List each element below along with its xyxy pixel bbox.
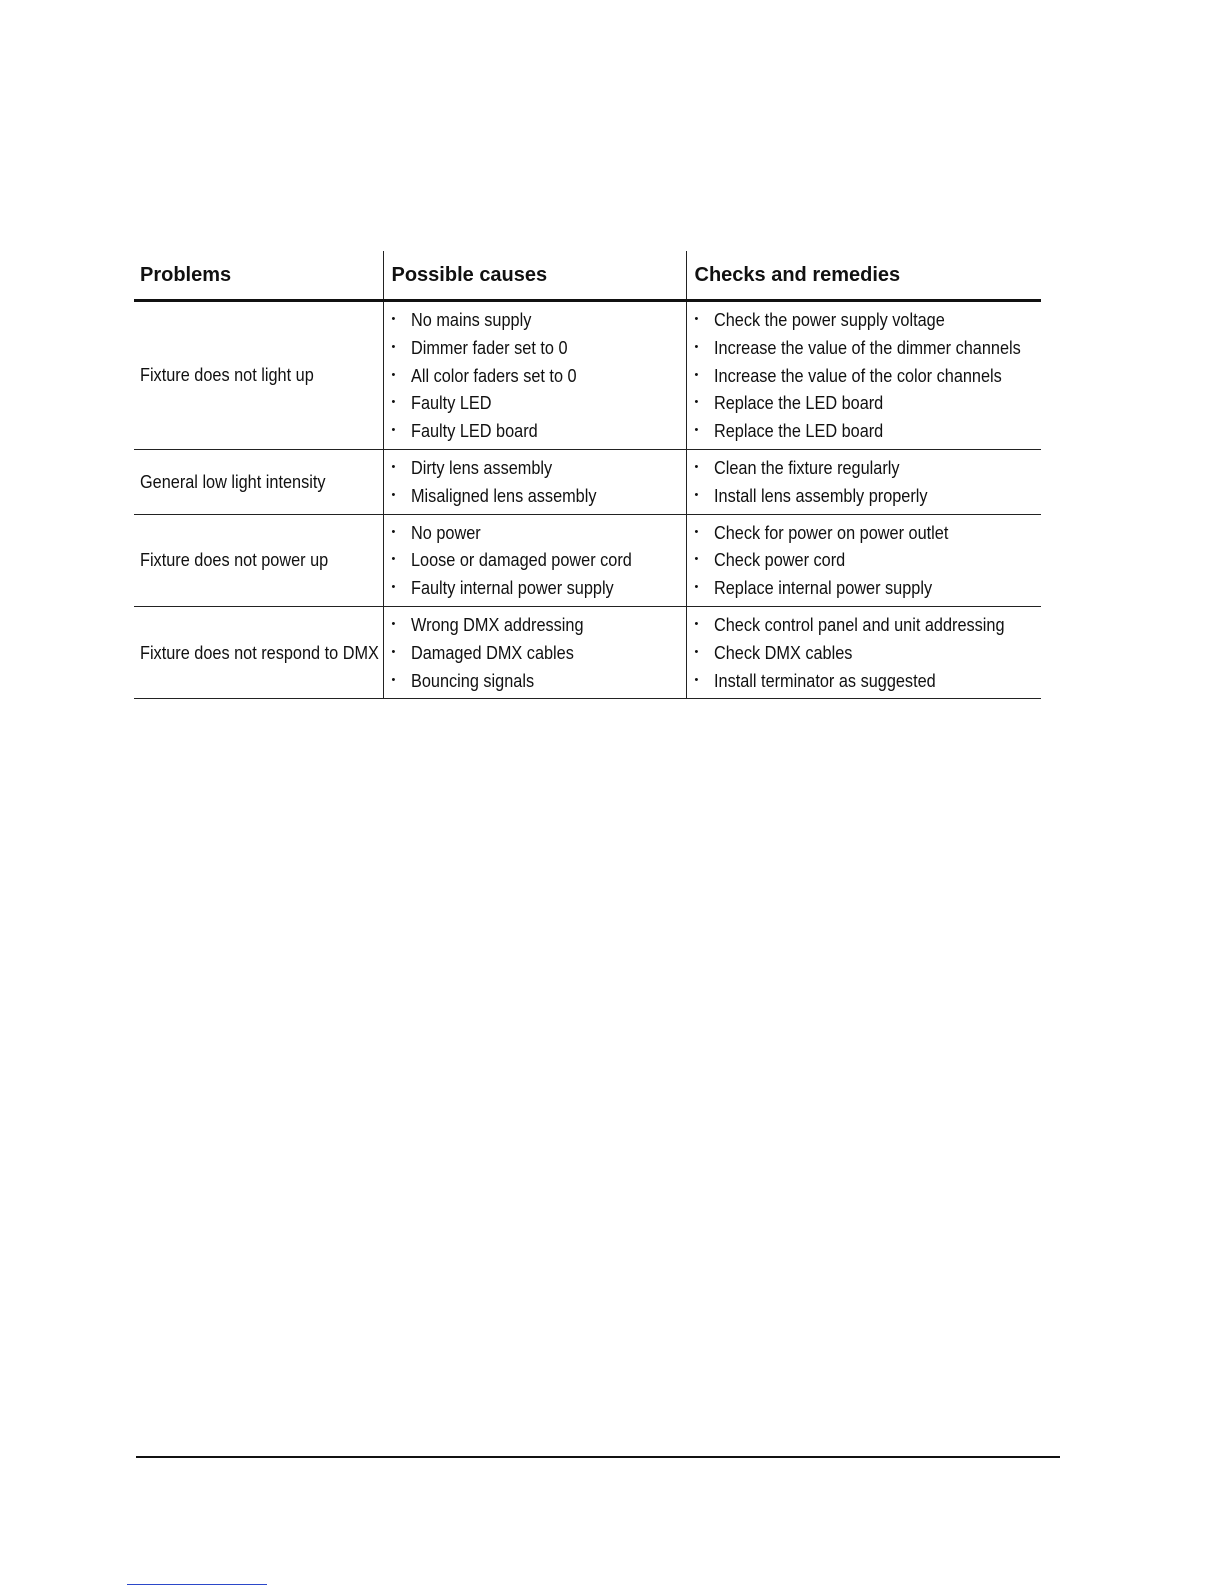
remedy-list xyxy=(695,519,1034,602)
remedy-item: • Check DMX cables xyxy=(695,639,1034,667)
problem-cell: Fixture does not power up xyxy=(134,514,383,606)
remedy-cell xyxy=(686,606,1041,698)
remedy-item: • Replace internal power supply xyxy=(695,574,1034,602)
remedy-cell xyxy=(686,514,1041,606)
table-row xyxy=(134,514,1041,606)
cause-list xyxy=(392,306,678,445)
cause-cell xyxy=(383,514,686,606)
header-checks-and-remedies: Checks and remedies xyxy=(686,251,1041,301)
remedy-item: • Replace the LED board xyxy=(695,417,1034,445)
cause-item: • No mains supply xyxy=(392,306,678,334)
problem-cell: Fixture does not respond to DMX xyxy=(134,606,383,698)
cause-item: • No power xyxy=(392,519,678,547)
cause-cell xyxy=(383,301,686,450)
remedy-list xyxy=(695,306,1034,445)
table-row xyxy=(134,606,1041,698)
table-body xyxy=(134,301,1041,699)
cause-item: • Dirty lens assembly xyxy=(392,454,678,482)
header-possible-causes: Possible causes xyxy=(383,251,686,301)
header-problems: Problems xyxy=(134,251,383,301)
remedy-cell xyxy=(686,301,1041,450)
table-header-row xyxy=(134,251,1041,301)
remedy-item: • Check control panel and unit addressing xyxy=(695,611,1034,639)
problem-cell: Fixture does not light up xyxy=(134,301,383,450)
cause-item: • All color faders set to 0 xyxy=(392,362,678,390)
cause-item: • Wrong DMX addressing xyxy=(392,611,678,639)
remedy-item: • Install lens assembly properly xyxy=(695,482,1034,510)
remedy-item: • Check for power on power outlet xyxy=(695,519,1034,547)
cause-item: • Dimmer fader set to 0 xyxy=(392,334,678,362)
table-row xyxy=(134,449,1041,514)
cause-item: • Faulty LED board xyxy=(392,417,678,445)
remedy-list xyxy=(695,454,1034,510)
cause-cell xyxy=(383,606,686,698)
remedy-cell xyxy=(686,449,1041,514)
footer-rule xyxy=(136,1456,1060,1458)
cause-item: • Bouncing signals xyxy=(392,667,678,695)
remedy-item: • Increase the value of the color channels xyxy=(695,362,1034,390)
problem-cell: General low light intensity xyxy=(134,449,383,514)
cause-item: • Loose or damaged power cord xyxy=(392,546,678,574)
cause-item: • Damaged DMX cables xyxy=(392,639,678,667)
cause-list xyxy=(392,519,678,602)
cause-item: • Misaligned lens assembly xyxy=(392,482,678,510)
cause-item: • Faulty internal power supply xyxy=(392,574,678,602)
remedy-list xyxy=(695,611,1034,694)
table-row xyxy=(134,301,1041,450)
cause-cell xyxy=(383,449,686,514)
cause-item: • Faulty LED xyxy=(392,389,678,417)
remedy-item: • Check power cord xyxy=(695,546,1034,574)
remedy-item: • Increase the value of the dimmer channels xyxy=(695,334,1034,362)
remedy-item: • Clean the fixture regularly xyxy=(695,454,1034,482)
cause-list xyxy=(392,454,678,510)
remedy-item: • Install terminator as suggested xyxy=(695,667,1034,695)
cause-list xyxy=(392,611,678,694)
troubleshooting-table xyxy=(134,251,1041,699)
remedy-item: • Check the power supply voltage xyxy=(695,306,1034,334)
remedy-item: • Replace the LED board xyxy=(695,389,1034,417)
